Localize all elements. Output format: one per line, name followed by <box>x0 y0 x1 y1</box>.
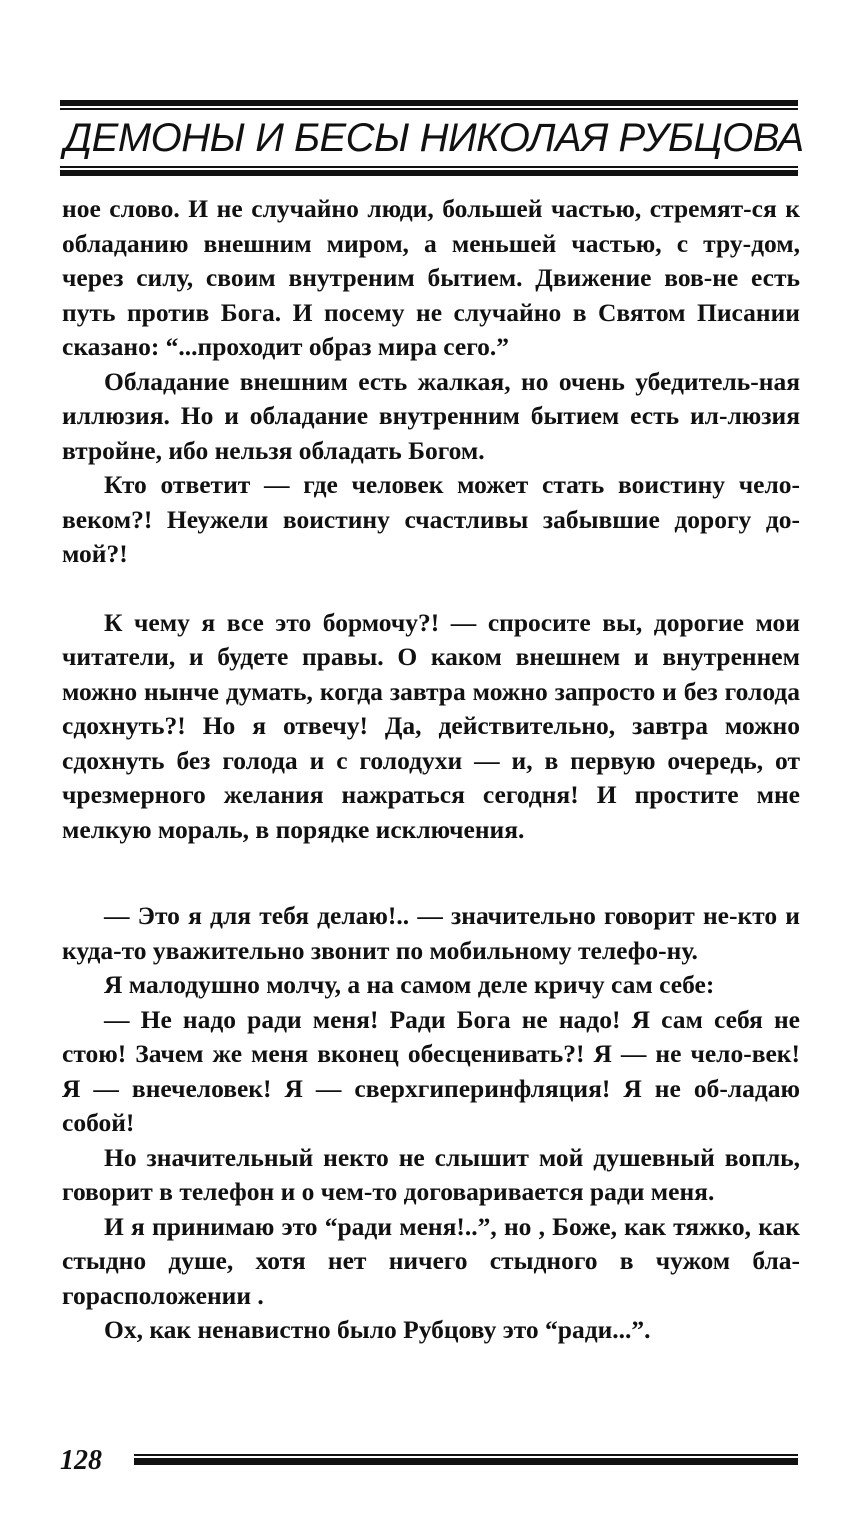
paragraph: — Не надо ради меня! Ради Бога не надо! Я сам себя не стою! Зачем же меня вконец обесценивать?! Я — не чело-век! Я — внечеловек! Я — сверхгиперинфляция! Я не об-ладаю собой! <box>62 1004 800 1137</box>
paragraph: ное слово. И не случайно люди, большей частью, стремят-ся к обладанию внешним миром, а меньшей частью, с тру-дом, через силу, своим внутреним бытием. Движение вов-не есть путь против Бога. И посему не случайно в Святом Писании сказано: “...проходит образ мира сего.” <box>62 194 800 361</box>
paragraph: Кто ответит — где человек может стать воистину чело-веком?! Неужели воистину счастливы забывшие дорогу до-мой?! <box>62 470 800 568</box>
header-rule-bottom <box>60 170 798 176</box>
header-rule-bottom-thin <box>60 166 798 168</box>
paragraph: К чему я все это бормочу?! — спросите вы, дорогие мои читатели, и будете правы. О каком внешнем и внутреннем можно нынче думать, когда завтра можно запросто и без голода сдохнуть?! Но я отвечу! Да, действительно, завтра можно сдохнуть без голода и с голодухи — и, в первую очередь, от чрезмерного желания нажраться сегодня! И простите мне мелкую мораль, в порядке исключения. <box>62 607 800 844</box>
paragraph: Я малодушно молчу, а на самом деле кричу сам себе: <box>104 970 715 999</box>
running-title: ДЕМОНЫ И БЕСЫ НИКОЛАЯ РУБЦОВА <box>64 116 804 160</box>
paragraph: — Это я для тебя делаю!.. — значительно говорит не-кто и куда-то уважительно звонит по мобильному телефо-ну. <box>62 901 800 965</box>
section-break <box>62 572 800 606</box>
body-text <box>62 192 800 1348</box>
page-number: 128 <box>60 1445 102 1476</box>
header-rule-top <box>60 100 798 106</box>
header-rule-top-thin <box>60 108 798 110</box>
footer-rule-thin <box>134 1454 798 1456</box>
section-break <box>62 847 800 899</box>
footer-rule <box>134 1458 798 1465</box>
paragraph: Но значительный некто не слышит мой душевный вопль, говорит в телефон и о чем-то договаривается ради меня. <box>62 1142 800 1206</box>
paragraph: И я принимаю это “ради меня!..”, но , Боже, как тяжко, как стыдно душе, хотя нет ничего стыдного в чужом бла-горасположении . <box>62 1211 800 1310</box>
paragraph: Ох, как ненавистно было Рубцову это “ради...”. <box>104 1315 651 1344</box>
paragraph: Обладание внешним есть жалкая, но очень убедитель-ная иллюзия. Но и обладание внутренним бытием есть ил-люзия втройне, ибо нельзя обладать Богом. <box>62 366 800 465</box>
